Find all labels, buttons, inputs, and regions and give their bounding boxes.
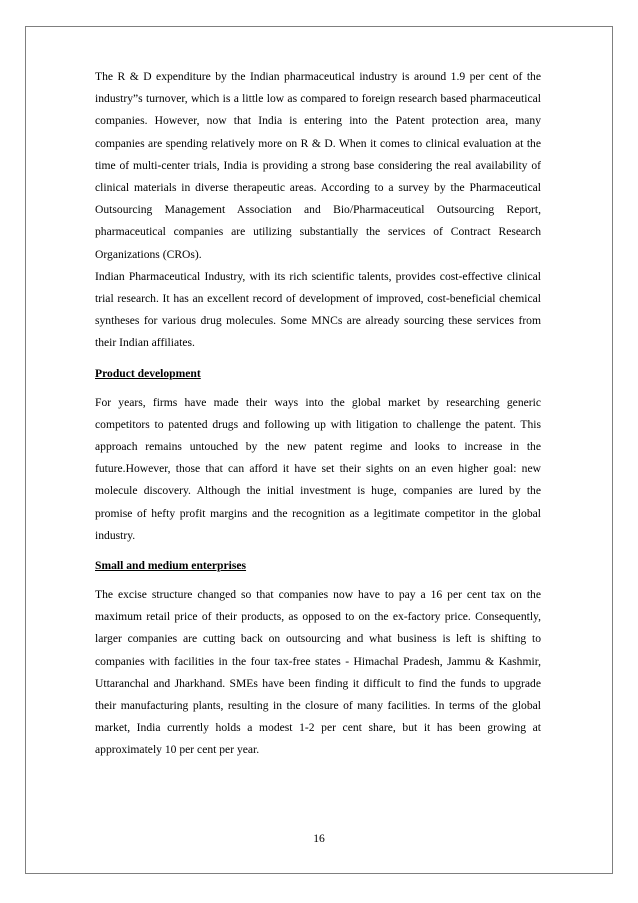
paragraph-rd-expenditure: The R & D expenditure by the Indian pharmaceutical industry is around 1.9 per cent of the industry”s turnover, which is a little low as compared to foreign research based pharmaceutical companies. However, now that India is entering into the Patent protection area, many companies are spending relatively more on R & D. When it comes to clinical evaluation at the time of multi-center trials, India is providing a strong base considering the real availability of clinical materials in diverse therapeutic areas. According to a survey by the Pharmaceutical Outsourcing Management Association and Bio/Pharmaceutical Outsourcing Report, pharmaceutical companies are utilizing substantially the services of Contract Research Organizations (CROs). bbox=[95, 70, 541, 261]
heading-product-development: Product development bbox=[95, 366, 201, 380]
heading-small-medium-enterprises: Small and medium enterprises bbox=[95, 559, 247, 573]
document-body bbox=[95, 66, 541, 762]
paragraph-product-development: For years, firms have made their ways into the global market by researching generic competitors to patented drugs and following up with litigation to challenge the patent. This approach remains untouched by the new patent regime and looks to increase in the future.However, those that can afford it have set their sights on an even higher goal: new molecule discovery. Although the initial investment is huge, companies are lured by the promise of hefty profit margins and the recognition as a legitimate competitor in the global industry. bbox=[95, 395, 541, 542]
paragraph-small-medium-enterprises: The excise structure changed so that companies now have to pay a 16 per cent tax on the maximum retail price of their products, as opposed to on the ex-factory price. Consequently, larger companies are cutting back on outsourcing and what business is left is shifting to companies with facilities in the four tax-free states - Himachal Pradesh, Jammu & Kashmir, Uttaranchal and Jharkhand. SMEs have been finding it difficult to find the funds to upgrade their manufacturing plants, resulting in the closure of many facilities. In terms of the global market, India currently holds a modest 1-2 per cent share, but it has been growing at approximately 10 per cent per year. bbox=[95, 588, 541, 757]
paragraph-indian-pharma: Indian Pharmaceutical Industry, with its rich scientific talents, provides cost-effective clinical trial research. It has an excellent record of development of improved, cost-beneficial chemical syntheses for various drug molecules. Some MNCs are already sourcing these services from their Indian affiliates. bbox=[95, 269, 541, 350]
page-number: 16 bbox=[313, 832, 325, 845]
